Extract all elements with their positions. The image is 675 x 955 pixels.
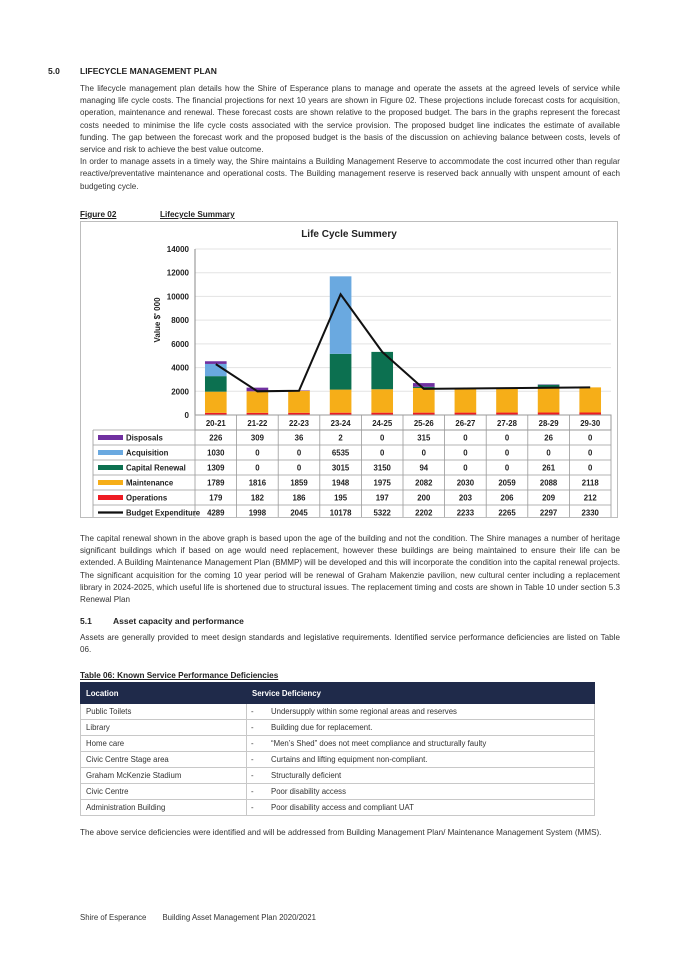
cell-deficiency [247,768,595,784]
data-value: 2088 [539,478,558,488]
legend-label: Disposals [126,433,163,443]
data-value: 1975 [373,478,391,488]
figure-label: Figure 02 [80,210,117,219]
bar-maintenance [205,392,227,413]
y-tick-label: 8000 [171,316,189,326]
y-tick-label: 2000 [171,387,189,397]
dash-marker: - [251,739,254,748]
table-row [81,704,595,720]
data-value: 0 [588,463,593,473]
x-category-label: 22-23 [289,419,309,428]
data-value: 3015 [331,463,350,473]
data-value: 2265 [498,508,516,517]
data-value: 0 [588,448,593,458]
data-value: 2030 [456,478,475,488]
deficiency-text: Poor disability access and compliant UAT [271,803,414,812]
capital-renewal-text: The capital renewal shown in the above graph is based upon the age of the building and not the condition. The Shire manages a number of heritage significant buildings which if based on age would need replacement, however these buildings are being maintained to ensure their life can be extended. A Building Maintenance Management Plan (BMMP) will be developed and this will incorporate the condition into the capital renewal projects. The significant acquisition for the coming 10 year period will be renewal of Graham Makenzie pavilion, new cultural center including a replacement library in 2024-2025, which useful life is shortened due to structural issues. The replacement timing and costs are shown in Table 10 under section 5.3 Renewal Plan [80,534,620,605]
x-category-label: 29-30 [580,419,601,428]
bar-maintenance [579,387,601,412]
x-category-label: 27-28 [497,419,517,428]
section-title: LIFECYCLE MANAGEMENT PLAN [80,66,217,76]
cell-deficiency [247,720,595,736]
dash-marker: - [251,723,254,732]
bar-maintenance [288,391,310,413]
bar-maintenance [413,388,435,413]
data-value: 182 [250,493,264,503]
cell-deficiency [247,752,595,768]
cell-location: Administration Building [81,800,247,816]
table-body [81,704,595,816]
x-category-label: 24-25 [372,419,393,428]
legend-label: Acquisition [126,448,169,458]
data-value: 261 [542,463,556,473]
data-value: 0 [546,448,551,458]
dash-marker: - [251,787,254,796]
cell-deficiency [247,704,595,720]
data-value: 94 [419,463,429,473]
data-value: 2202 [415,508,433,517]
lifecycle-chart [80,221,618,518]
bar-maintenance [455,389,477,413]
x-category-label: 21-22 [247,419,268,428]
subsection-title: Asset capacity and performance [113,616,244,626]
y-tick-label: 0 [184,411,189,420]
figure-caption: Lifecycle Summary [160,210,235,219]
data-value: 206 [500,493,514,503]
data-value: 209 [542,493,556,503]
deficiency-text: Undersupply within some regional areas and reserves [271,707,457,716]
header-location: Location [81,683,247,704]
deficiency-text: Curtains and lifting equipment non-compliant. [271,755,428,764]
dash-marker: - [251,755,254,764]
legend-swatch [98,480,123,485]
x-category-label: 20-21 [205,419,226,428]
bar-capital-renewal [330,354,352,390]
data-value: 203 [458,493,472,503]
intro-paragraph-2: In order to manage assets in a timely way, the Shire maintains a Building Management Reserve to accommodate the cost incurred other than regular reactive/preventative maintenance and operational costs. The Building management reserve is reserved back annually with unspent amount of each budgeting cycle. [80,157,620,191]
data-value: 0 [504,448,510,458]
data-value: 1998 [248,508,267,517]
table-row [81,784,595,800]
data-value: 2118 [581,478,599,488]
data-value: 26 [544,433,553,443]
table-header-row [81,683,595,704]
cell-deficiency [247,800,595,816]
data-value: 195 [334,493,348,503]
cell-location: Public Toilets [81,704,247,720]
deficiency-text: “Men’s Shed” does not meet compliance and structurally faulty [271,739,487,748]
dash-marker: - [251,803,254,812]
dash-marker: - [251,771,254,780]
legend-label: Budget Expenditure [126,508,201,517]
data-value: 0 [463,463,468,473]
data-value: 6535 [331,448,350,458]
budget-expenditure-line [216,294,590,391]
legend-swatch [98,465,123,470]
data-value: 0 [421,448,426,458]
bar-maintenance [496,388,518,412]
data-value: 1789 [207,478,225,488]
data-value: 1030 [207,448,225,458]
lifecycle-chart-svg [81,222,617,517]
data-value: 0 [504,433,510,443]
deficiency-text: Building due for replacement. [271,723,373,732]
legend-swatch [98,435,123,440]
y-tick-label: 10000 [166,292,189,302]
cell-deficiency [247,736,595,752]
data-value: 36 [294,433,304,443]
table-caption: Table 06: Known Service Performance Deficiencies [80,671,279,680]
y-tick-label: 14000 [166,245,189,254]
data-value: 0 [463,433,468,443]
data-value: 2 [338,433,343,443]
data-value: 179 [209,493,223,503]
y-tick-label: 6000 [171,339,189,349]
cell-location: Home care [81,736,247,752]
data-value: 186 [292,493,306,503]
legend-label: Maintenance [126,478,174,488]
cell-location: Civic Centre [81,784,247,800]
dash-marker: - [251,707,254,716]
bar-capital-renewal [205,376,227,392]
data-value: 0 [255,448,260,458]
subsection-number: 5.1 [80,616,92,626]
data-value: 0 [504,463,510,473]
bar-maintenance [538,388,560,413]
data-value: 1859 [290,478,308,488]
data-value: 0 [296,463,302,473]
data-value: 2059 [498,478,516,488]
deficiency-text: Structurally deficient [271,771,342,780]
data-value: 2082 [415,478,433,488]
footer-doc: Building Asset Management Plan 2020/2021 [162,913,316,922]
data-value: 3150 [373,463,391,473]
data-value: 0 [588,433,593,443]
footer [80,913,330,922]
data-value: 2297 [539,508,558,517]
data-value: 200 [417,493,431,503]
legend-swatch [98,450,123,455]
legend-swatch [98,495,123,500]
data-value: 1309 [207,463,225,473]
x-category-label: 28-29 [538,419,559,428]
y-tick-label: 4000 [171,363,189,373]
data-value: 0 [255,463,260,473]
bar-disposals [205,361,227,364]
table-row [81,752,595,768]
data-value: 0 [296,448,302,458]
y-tick-label: 12000 [166,268,189,278]
data-value: 0 [380,433,385,443]
intro-paragraph-1: The lifecycle management plan details how the Shire of Esperance plans to manage and operate the assets at the agreed levels of service while managing life cycle costs. The financial projections for next 10 years are shown in Figure 02. These projections include forecast costs for acquisition, operation, maintenance and renewal. These forecast costs are shown relative to the proposed budget. The bars in the graphs represent the forecast costs needed to minimise the life cycle costs associated with the service provision. The proposed budget line indicates the estimate of available funding. The gap between the forecast work and the proposed budget is the basis of the discussion on achieving balance between costs, levels of service and risk to achieve the best value outcome. [80,84,620,155]
intro-text [80,83,620,193]
data-value: 315 [417,433,431,443]
header-service-deficiency: Service Deficiency [247,683,595,704]
bar-maintenance [247,391,269,413]
bar-maintenance [330,390,352,413]
data-value: 0 [380,448,385,458]
section-number: 5.0 [48,66,60,76]
cell-location: Library [81,720,247,736]
cell-location: Civic Centre Stage area [81,752,247,768]
cell-location: Graham McKenzie Stadium [81,768,247,784]
cell-deficiency [247,784,595,800]
capacity-text: Assets are generally provided to meet design standards and legislative requirements. Identified service performance deficiencies are listed on Table 06. [80,633,620,655]
bar-maintenance [371,389,393,412]
x-category-label: 25-26 [413,419,434,428]
data-value: 197 [375,493,389,503]
legend-label: Capital Renewal [126,463,186,473]
data-value: 226 [209,433,223,443]
closing-text: The above service deficiencies were identified and will be addressed from Building Management Plan/ Maintenance Management System (MMS). [80,828,602,837]
data-value: 2045 [290,508,308,517]
table-row [81,720,595,736]
footer-org: Shire of Esperance [80,913,147,922]
data-value: 212 [583,493,597,503]
table-row [81,768,595,784]
table-row [81,736,595,752]
deficiency-table [80,682,595,816]
data-value: 2233 [456,508,475,517]
bar-acquisition [330,276,352,353]
y-axis-label: Value $' 000 [153,297,162,343]
data-value: 2330 [581,508,599,517]
data-value: 1948 [331,478,350,488]
deficiency-text: Poor disability access [271,787,346,796]
data-value: 10178 [329,508,352,517]
data-value: 309 [250,433,264,443]
chart-title: Life Cycle Summery [301,229,397,240]
x-category-label: 23-24 [330,419,351,428]
legend-label: Operations [126,493,168,503]
data-value: 1816 [248,478,267,488]
table-row [81,800,595,816]
data-value: 0 [463,448,468,458]
bar-disposals [413,383,435,387]
data-value: 5322 [373,508,391,517]
x-category-label: 26-27 [455,419,476,428]
data-value: 4289 [207,508,225,517]
